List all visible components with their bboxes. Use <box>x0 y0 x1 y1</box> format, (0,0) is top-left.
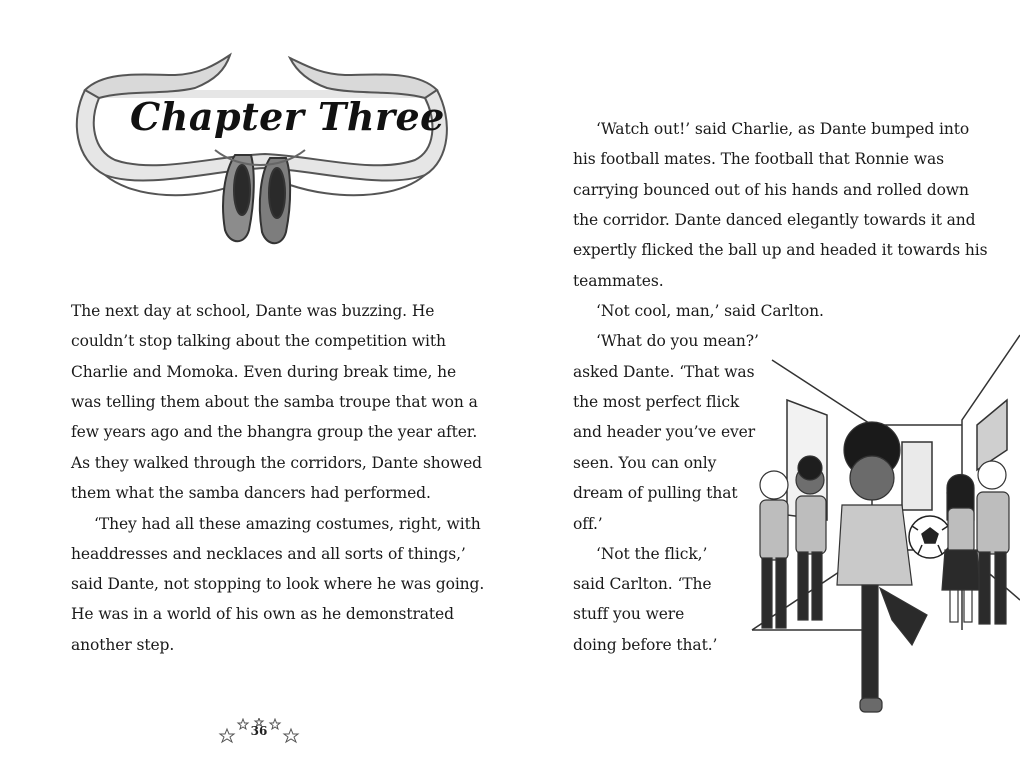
text-line: teammates. <box>573 272 664 290</box>
text-line: headdresses and necklaces and all sorts of things,’ <box>71 545 466 563</box>
text-line: few years ago and the bhangra group the year after. <box>71 423 478 441</box>
text-line: expertly flicked the ball up and headed it towards his <box>573 241 988 259</box>
page-number: 36 <box>250 724 268 738</box>
text-line: another step. <box>71 636 175 654</box>
text-line: dream of pulling that <box>573 484 738 502</box>
text-line: doing before that.’ <box>573 636 718 654</box>
text-line: was telling them about the samba troupe that won a <box>71 393 478 411</box>
text-line: Charlie and Momoka. Even during break time, he <box>71 363 457 381</box>
text-line: said Dante, not stopping to look where he was going. <box>71 575 485 593</box>
text-line: the most perfect flick <box>573 393 740 411</box>
text-line: them what the samba dancers had performed. <box>71 484 431 502</box>
text-line: couldn’t stop talking about the competition with <box>71 332 446 350</box>
text-line: ‘Not the flick,’ <box>596 545 708 563</box>
text-line: the corridor. Dante danced elegantly towards it and <box>573 211 976 229</box>
text-line: He was in a world of his own as he demonstrated <box>71 605 454 623</box>
text-line: ‘Not cool, man,’ said Carlton. <box>596 302 824 320</box>
text-line: The next day at school, Dante was buzzing. He <box>71 302 435 320</box>
text-line: asked Dante. ‘That was <box>573 363 755 381</box>
corridor-illustration <box>742 330 1020 730</box>
text-line: seen. You can only <box>573 454 717 472</box>
text-line: stuff you were <box>573 605 685 623</box>
text-line: ‘Watch out!’ said Charlie, as Dante bumped into <box>596 120 970 138</box>
text-line: said Carlton. ‘The <box>573 575 712 593</box>
ribbon-banner-icon <box>65 50 455 255</box>
text-line: As they walked through the corridors, Dante showed <box>71 454 482 472</box>
text-line: ‘They had all these amazing costumes, right, with <box>94 515 481 533</box>
text-line: his football mates. The football that Ronnie was <box>573 150 944 168</box>
text-line: ‘What do you mean?’ <box>596 332 759 350</box>
text-line: off.’ <box>573 515 603 533</box>
chapter-title: Chapter Three <box>130 94 445 139</box>
text-line: carrying bounced out of his hands and rolled down <box>573 181 969 199</box>
text-line: and header you’ve ever <box>573 423 756 441</box>
